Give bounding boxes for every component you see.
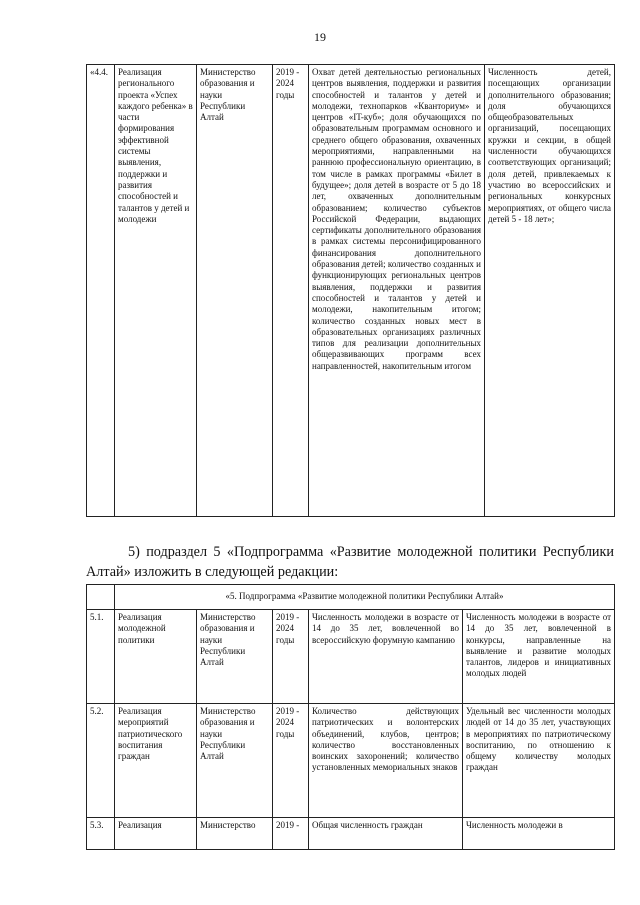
expected-result: Численность молодежи в возрасте от 14 до 35 лет, вовлеченной во всероссийскую форумную кампанию xyxy=(309,610,463,704)
page-number: 19 xyxy=(314,30,326,44)
measures-table-5 xyxy=(86,584,615,850)
indicator: Численность молодежи в возрасте от 14 до 35 лет, вовлеченной в конкурсы, направленные на выявление и развитие молодых талантов, лидеров и инициативных молодых людей xyxy=(463,610,615,704)
table-row xyxy=(87,65,615,517)
table-header-row xyxy=(87,585,615,610)
expected-result: Охват детей деятельностью региональных центров выявления, поддержки и развития способностей и талантов у детей и молодежи, технопарков «Кванториум» и центров «IT-куб»; доля обучающихся по образовательным программам основного и среднего общего образования, охваченных мероприятиями, направленными на раннюю профессиональную ориентацию, в том числе в рамках программы «Билет в будущее»; доля детей в возрасте от 5 до 18 лет, охваченных дополнительным образованием; количество субъектов Российской Федерации, выдающих сертификаты дополнительного образования в рамках системы персонифицированного финансирования дополнительного образования детей; количество созданных и функционирующих региональных центров выявления, поддержки и развития способностей и талантов у детей и молодежи, накопительным итогом; количество созданных новых мест в образовательных организациях различных типов для реализации дополнительных общеразвивающих программ всех направленностей, накопительным итогом xyxy=(309,65,485,517)
years: 2019 - 2024 годы xyxy=(273,65,309,517)
indicator: Численность детей, посещающих организации дополнительного образования; доля обучающихся общеобразовательных организаций, посещающих кружки и секции, в общей численности обучающихся соответствующих организаций; доля детей, привлекаемых к участию во всероссийских и региональных конкурсных мероприятиях, от общего числа детей 5 - 18 лет»; xyxy=(485,65,615,517)
subprogram-header: «5. Подпрограмма «Развитие молодежной политики Республики Алтай» xyxy=(115,585,615,610)
years: 2019 - 2024 годы xyxy=(273,704,309,818)
indicator: Удельный вес численности молодых людей от 14 до 35 лет, участвующих в мероприятиях по патриотическому воспитанию, по отношению к общему количеству молодых граждан xyxy=(463,704,615,818)
measure-name: Реализация xyxy=(115,818,197,850)
executor: Министерство образования и науки Республики Алтай xyxy=(197,65,273,517)
row-number: 5.2. xyxy=(87,704,115,818)
years: 2019 - xyxy=(273,818,309,850)
indicator: Численность молодежи в xyxy=(463,818,615,850)
years: 2019 - 2024 годы xyxy=(273,610,309,704)
table-row xyxy=(87,704,615,818)
executor: Министерство xyxy=(197,818,273,850)
table-row xyxy=(87,818,615,850)
executor: Министерство образования и науки Республики Алтай xyxy=(197,610,273,704)
row-number: 5.1. xyxy=(87,610,115,704)
measure-name: Реализация мероприятий патриотического воспитания граждан xyxy=(115,704,197,818)
measures-table-4 xyxy=(86,64,615,517)
table-row xyxy=(87,610,615,704)
measure-name: Реализация регионального проекта «Успех каждого ребенка» в части формирования эффективной системы выявления, поддержки и развития способностей и талантов у детей и молодежи xyxy=(115,65,197,517)
body-paragraph: 5) подраздел 5 «Подпрограмма «Развитие молодежной политики Республики Алтай» изложить в следующей редакции: xyxy=(86,544,614,581)
expected-result: Количество действующих патриотических и волонтерских объединений, клубов, центров; количество восстановленных воинских захоронений; количество установленных мемориальных знаков xyxy=(309,704,463,818)
row-number: «4.4. xyxy=(87,65,115,517)
executor: Министерство образования и науки Республики Алтай xyxy=(197,704,273,818)
empty-cell xyxy=(87,585,115,610)
expected-result: Общая численность граждан xyxy=(309,818,463,850)
measure-name: Реализация молодежной политики xyxy=(115,610,197,704)
row-number: 5.3. xyxy=(87,818,115,850)
